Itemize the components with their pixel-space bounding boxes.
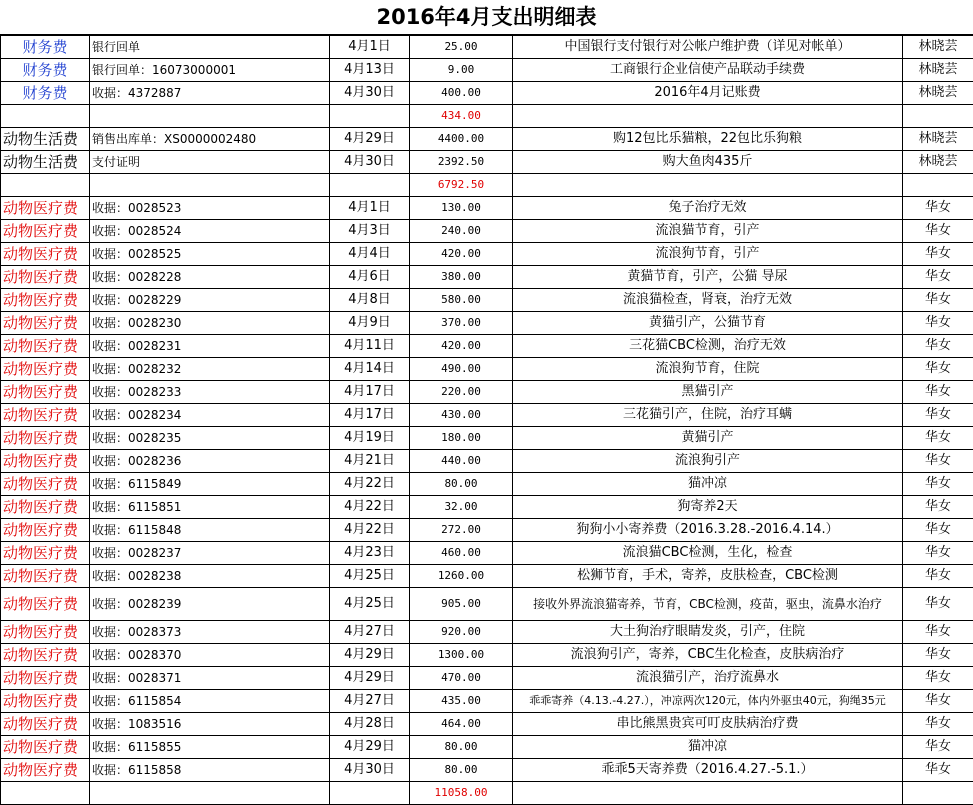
- description-cell[interactable]: 黄猫引产，公猫节育: [513, 312, 903, 335]
- empty-cell[interactable]: [903, 105, 973, 128]
- payer-cell[interactable]: 华女: [903, 519, 973, 542]
- category-cell[interactable]: 动物生活费: [1, 128, 90, 151]
- subtotal-amount-cell[interactable]: 434.00: [410, 105, 513, 128]
- reference-cell[interactable]: 收据：0028229: [90, 289, 330, 312]
- payer-cell[interactable]: 华女: [903, 289, 973, 312]
- table-row[interactable]: [1, 128, 973, 151]
- category-cell[interactable]: 动物医疗费: [1, 713, 90, 736]
- category-cell[interactable]: 动物医疗费: [1, 404, 90, 427]
- amount-cell[interactable]: 464.00: [410, 713, 513, 736]
- reference-cell[interactable]: 银行回单：16073000001: [90, 59, 330, 82]
- table-row[interactable]: [1, 690, 973, 713]
- table-row[interactable]: [1, 358, 973, 381]
- empty-cell[interactable]: [513, 174, 903, 197]
- payer-cell[interactable]: 华女: [903, 197, 973, 220]
- category-cell[interactable]: 财务费: [1, 36, 90, 59]
- expense-table: [0, 35, 973, 805]
- empty-cell[interactable]: [90, 174, 330, 197]
- reference-cell[interactable]: 收据：0028236: [90, 450, 330, 473]
- category-cell[interactable]: 动物医疗费: [1, 473, 90, 496]
- payer-cell[interactable]: 林晓芸: [903, 128, 973, 151]
- date-cell[interactable]: 4月19日: [330, 427, 410, 450]
- category-cell[interactable]: 财务费: [1, 59, 90, 82]
- payer-cell[interactable]: 华女: [903, 690, 973, 713]
- expense-table-body: [1, 36, 973, 805]
- category-cell[interactable]: 动物医疗费: [1, 289, 90, 312]
- reference-cell[interactable]: 收据：6115858: [90, 759, 330, 782]
- date-cell[interactable]: 4月30日: [330, 151, 410, 174]
- date-cell[interactable]: 4月21日: [330, 450, 410, 473]
- payer-cell[interactable]: 林晓芸: [903, 82, 973, 105]
- amount-cell[interactable]: 460.00: [410, 542, 513, 565]
- description-cell[interactable]: 流浪猫节育，引产: [513, 220, 903, 243]
- amount-cell[interactable]: 32.00: [410, 496, 513, 519]
- table-row[interactable]: [1, 381, 973, 404]
- payer-cell[interactable]: 林晓芸: [903, 36, 973, 59]
- subtotal-amount-cell[interactable]: 6792.50: [410, 174, 513, 197]
- table-row[interactable]: [1, 667, 973, 690]
- reference-cell[interactable]: 收据：0028230: [90, 312, 330, 335]
- empty-cell[interactable]: [1, 174, 90, 197]
- category-cell[interactable]: 动物医疗费: [1, 381, 90, 404]
- category-cell[interactable]: 动物医疗费: [1, 220, 90, 243]
- subtotal-row[interactable]: [1, 174, 973, 197]
- category-cell[interactable]: 动物医疗费: [1, 335, 90, 358]
- payer-cell[interactable]: 华女: [903, 667, 973, 690]
- reference-cell[interactable]: 收据：4372887: [90, 82, 330, 105]
- date-cell[interactable]: 4月23日: [330, 542, 410, 565]
- reference-cell[interactable]: 收据：0028239: [90, 588, 330, 621]
- description-cell[interactable]: 猫冲凉: [513, 473, 903, 496]
- date-cell[interactable]: 4月13日: [330, 59, 410, 82]
- reference-cell[interactable]: 银行回单: [90, 36, 330, 59]
- amount-cell[interactable]: 435.00: [410, 690, 513, 713]
- date-cell[interactable]: 4月3日: [330, 220, 410, 243]
- reference-cell[interactable]: 收据：6115851: [90, 496, 330, 519]
- date-cell[interactable]: 4月27日: [330, 690, 410, 713]
- table-row[interactable]: [1, 82, 973, 105]
- category-cell[interactable]: 财务费: [1, 82, 90, 105]
- amount-cell[interactable]: 80.00: [410, 736, 513, 759]
- payer-cell[interactable]: 华女: [903, 358, 973, 381]
- table-row[interactable]: [1, 220, 973, 243]
- date-cell[interactable]: 4月22日: [330, 519, 410, 542]
- category-cell[interactable]: 动物医疗费: [1, 565, 90, 588]
- table-row[interactable]: [1, 335, 973, 358]
- amount-cell[interactable]: 380.00: [410, 266, 513, 289]
- reference-cell[interactable]: 收据：0028232: [90, 358, 330, 381]
- amount-cell[interactable]: 180.00: [410, 427, 513, 450]
- reference-cell[interactable]: 支付证明: [90, 151, 330, 174]
- description-cell[interactable]: 流浪狗引产，寄养，CBC生化检查，皮肤病治疗: [513, 644, 903, 667]
- category-cell[interactable]: 动物医疗费: [1, 519, 90, 542]
- payer-cell[interactable]: 华女: [903, 713, 973, 736]
- description-cell[interactable]: 串比熊黑贵宾可叮皮肤病治疗费: [513, 713, 903, 736]
- category-cell[interactable]: 动物医疗费: [1, 243, 90, 266]
- payer-cell[interactable]: 林晓芸: [903, 59, 973, 82]
- date-cell[interactable]: 4月8日: [330, 289, 410, 312]
- reference-cell[interactable]: 收据：0028524: [90, 220, 330, 243]
- table-row[interactable]: [1, 644, 973, 667]
- date-cell[interactable]: 4月27日: [330, 621, 410, 644]
- reference-cell[interactable]: 收据：0028234: [90, 404, 330, 427]
- empty-cell[interactable]: [903, 174, 973, 197]
- category-cell[interactable]: 动物医疗费: [1, 588, 90, 621]
- date-cell[interactable]: 4月29日: [330, 736, 410, 759]
- payer-cell[interactable]: 林晓芸: [903, 151, 973, 174]
- table-row[interactable]: [1, 621, 973, 644]
- amount-cell[interactable]: 4400.00: [410, 128, 513, 151]
- category-cell[interactable]: 动物医疗费: [1, 197, 90, 220]
- table-row[interactable]: [1, 36, 973, 59]
- reference-cell[interactable]: 收据：0028231: [90, 335, 330, 358]
- reference-cell[interactable]: 收据：6115854: [90, 690, 330, 713]
- amount-cell[interactable]: 25.00: [410, 36, 513, 59]
- description-cell[interactable]: 大土狗治疗眼睛发炎，引产，住院: [513, 621, 903, 644]
- reference-cell[interactable]: 收据：0028373: [90, 621, 330, 644]
- empty-cell[interactable]: [330, 105, 410, 128]
- table-row[interactable]: [1, 542, 973, 565]
- amount-cell[interactable]: 400.00: [410, 82, 513, 105]
- amount-cell[interactable]: 420.00: [410, 335, 513, 358]
- description-cell[interactable]: 三花猫引产，住院，治疗耳螨: [513, 404, 903, 427]
- date-cell[interactable]: 4月4日: [330, 243, 410, 266]
- empty-cell[interactable]: [1, 105, 90, 128]
- amount-cell[interactable]: 920.00: [410, 621, 513, 644]
- amount-cell[interactable]: 470.00: [410, 667, 513, 690]
- empty-cell[interactable]: [330, 174, 410, 197]
- table-row[interactable]: [1, 151, 973, 174]
- category-cell[interactable]: 动物医疗费: [1, 358, 90, 381]
- payer-cell[interactable]: 华女: [903, 312, 973, 335]
- payer-cell[interactable]: 华女: [903, 427, 973, 450]
- description-cell[interactable]: 购大鱼肉435斤: [513, 151, 903, 174]
- description-cell[interactable]: 购12包比乐猫粮，22包比乐狗粮: [513, 128, 903, 151]
- empty-cell[interactable]: [1, 782, 90, 805]
- date-cell[interactable]: 4月30日: [330, 759, 410, 782]
- amount-cell[interactable]: 220.00: [410, 381, 513, 404]
- description-cell[interactable]: 工商银行企业信使产品联动手续费: [513, 59, 903, 82]
- description-cell[interactable]: 松狮节育，手术，寄养，皮肤检查，CBC检测: [513, 565, 903, 588]
- description-cell[interactable]: 流浪猫CBC检测，生化，检查: [513, 542, 903, 565]
- date-cell[interactable]: 4月17日: [330, 404, 410, 427]
- table-row[interactable]: [1, 450, 973, 473]
- payer-cell[interactable]: 华女: [903, 588, 973, 621]
- description-cell[interactable]: 流浪猫检查，肾衰，治疗无效: [513, 289, 903, 312]
- payer-cell[interactable]: 华女: [903, 243, 973, 266]
- description-cell[interactable]: 兔子治疗无效: [513, 197, 903, 220]
- reference-cell[interactable]: 销售出库单：XS0000002480: [90, 128, 330, 151]
- date-cell[interactable]: 4月29日: [330, 644, 410, 667]
- reference-cell[interactable]: 收据：0028233: [90, 381, 330, 404]
- category-cell[interactable]: 动物医疗费: [1, 542, 90, 565]
- amount-cell[interactable]: 905.00: [410, 588, 513, 621]
- category-cell[interactable]: 动物医疗费: [1, 266, 90, 289]
- description-cell[interactable]: 黄猫节育，引产，公猫 导尿: [513, 266, 903, 289]
- amount-cell[interactable]: 440.00: [410, 450, 513, 473]
- table-row[interactable]: [1, 59, 973, 82]
- amount-cell[interactable]: 430.00: [410, 404, 513, 427]
- payer-cell[interactable]: 华女: [903, 381, 973, 404]
- amount-cell[interactable]: 130.00: [410, 197, 513, 220]
- category-cell[interactable]: 动物医疗费: [1, 427, 90, 450]
- payer-cell[interactable]: 华女: [903, 621, 973, 644]
- amount-cell[interactable]: 80.00: [410, 759, 513, 782]
- date-cell[interactable]: 4月22日: [330, 496, 410, 519]
- payer-cell[interactable]: 华女: [903, 473, 973, 496]
- category-cell[interactable]: 动物医疗费: [1, 496, 90, 519]
- description-cell[interactable]: 狗寄养2天: [513, 496, 903, 519]
- date-cell[interactable]: 4月14日: [330, 358, 410, 381]
- category-cell[interactable]: 动物医疗费: [1, 736, 90, 759]
- reference-cell[interactable]: 收据：0028523: [90, 197, 330, 220]
- sheet-title: 2016年4月支出明细表: [0, 0, 973, 35]
- empty-cell[interactable]: [90, 782, 330, 805]
- description-cell[interactable]: 黑猫引产: [513, 381, 903, 404]
- date-cell[interactable]: 4月29日: [330, 128, 410, 151]
- reference-cell[interactable]: 收据：6115849: [90, 473, 330, 496]
- date-cell[interactable]: 4月9日: [330, 312, 410, 335]
- table-row[interactable]: [1, 266, 973, 289]
- table-row[interactable]: [1, 519, 973, 542]
- table-row[interactable]: [1, 759, 973, 782]
- payer-cell[interactable]: 华女: [903, 736, 973, 759]
- description-cell[interactable]: 流浪狗引产: [513, 450, 903, 473]
- amount-cell[interactable]: 80.00: [410, 473, 513, 496]
- table-row[interactable]: [1, 496, 973, 519]
- payer-cell[interactable]: 华女: [903, 644, 973, 667]
- category-cell[interactable]: 动物医疗费: [1, 759, 90, 782]
- category-cell[interactable]: 动物医疗费: [1, 690, 90, 713]
- date-cell[interactable]: 4月11日: [330, 335, 410, 358]
- table-row[interactable]: [1, 713, 973, 736]
- category-cell[interactable]: 动物医疗费: [1, 450, 90, 473]
- category-cell[interactable]: 动物生活费: [1, 151, 90, 174]
- description-cell[interactable]: 2016年4月记账费: [513, 82, 903, 105]
- category-cell[interactable]: 动物医疗费: [1, 667, 90, 690]
- description-cell[interactable]: 流浪狗节育，住院: [513, 358, 903, 381]
- table-row[interactable]: [1, 289, 973, 312]
- reference-cell[interactable]: 收据：0028370: [90, 644, 330, 667]
- date-cell[interactable]: 4月25日: [330, 565, 410, 588]
- payer-cell[interactable]: 华女: [903, 220, 973, 243]
- amount-cell[interactable]: 9.00: [410, 59, 513, 82]
- date-cell[interactable]: 4月6日: [330, 266, 410, 289]
- amount-cell[interactable]: 490.00: [410, 358, 513, 381]
- date-cell[interactable]: 4月30日: [330, 82, 410, 105]
- table-row[interactable]: [1, 312, 973, 335]
- table-row[interactable]: [1, 197, 973, 220]
- table-row[interactable]: [1, 736, 973, 759]
- description-cell[interactable]: 接收外界流浪猫寄养，节育，CBC检测，疫苗，驱虫，流鼻水治疗: [513, 588, 903, 621]
- amount-cell[interactable]: 272.00: [410, 519, 513, 542]
- reference-cell[interactable]: 收据：0028371: [90, 667, 330, 690]
- reference-cell[interactable]: 收据：0028525: [90, 243, 330, 266]
- subtotal-row[interactable]: [1, 782, 973, 805]
- date-cell[interactable]: 4月17日: [330, 381, 410, 404]
- reference-cell[interactable]: 收据：0028235: [90, 427, 330, 450]
- description-cell[interactable]: 猫冲凉: [513, 736, 903, 759]
- description-cell[interactable]: 三花猫CBC检测，治疗无效: [513, 335, 903, 358]
- date-cell[interactable]: 4月22日: [330, 473, 410, 496]
- table-row[interactable]: [1, 427, 973, 450]
- payer-cell[interactable]: 华女: [903, 496, 973, 519]
- amount-cell[interactable]: 1260.00: [410, 565, 513, 588]
- payer-cell[interactable]: 华女: [903, 565, 973, 588]
- date-cell[interactable]: 4月29日: [330, 667, 410, 690]
- amount-cell[interactable]: 370.00: [410, 312, 513, 335]
- empty-cell[interactable]: [513, 782, 903, 805]
- subtotal-amount-cell[interactable]: 11058.00: [410, 782, 513, 805]
- description-cell[interactable]: 流浪猫引产，治疗流鼻水: [513, 667, 903, 690]
- description-cell[interactable]: 流浪狗节育，引产: [513, 243, 903, 266]
- table-row[interactable]: [1, 565, 973, 588]
- table-row[interactable]: [1, 243, 973, 266]
- description-cell[interactable]: 乖乖寄养（4.13.-4.27.），冲凉两次120元，体内外驱虫40元，狗绳35元: [513, 690, 903, 713]
- payer-cell[interactable]: 华女: [903, 266, 973, 289]
- payer-cell[interactable]: 华女: [903, 542, 973, 565]
- description-cell[interactable]: 中国银行支付银行对公帐户维护费（详见对帐单）: [513, 36, 903, 59]
- date-cell[interactable]: 4月28日: [330, 713, 410, 736]
- amount-cell[interactable]: 240.00: [410, 220, 513, 243]
- reference-cell[interactable]: 收据：6115855: [90, 736, 330, 759]
- payer-cell[interactable]: 华女: [903, 450, 973, 473]
- amount-cell[interactable]: 1300.00: [410, 644, 513, 667]
- category-cell[interactable]: 动物医疗费: [1, 312, 90, 335]
- reference-cell[interactable]: 收据：0028237: [90, 542, 330, 565]
- description-cell[interactable]: 黄猫引产: [513, 427, 903, 450]
- date-cell[interactable]: 4月25日: [330, 588, 410, 621]
- date-cell[interactable]: 4月1日: [330, 197, 410, 220]
- empty-cell[interactable]: [513, 105, 903, 128]
- table-row[interactable]: [1, 404, 973, 427]
- reference-cell[interactable]: 收据：1083516: [90, 713, 330, 736]
- reference-cell[interactable]: 收据：6115848: [90, 519, 330, 542]
- subtotal-row[interactable]: [1, 105, 973, 128]
- empty-cell[interactable]: [90, 105, 330, 128]
- empty-cell[interactable]: [330, 782, 410, 805]
- category-cell[interactable]: 动物医疗费: [1, 621, 90, 644]
- table-row[interactable]: [1, 473, 973, 496]
- payer-cell[interactable]: 华女: [903, 404, 973, 427]
- amount-cell[interactable]: 420.00: [410, 243, 513, 266]
- payer-cell[interactable]: 华女: [903, 335, 973, 358]
- amount-cell[interactable]: 580.00: [410, 289, 513, 312]
- empty-cell[interactable]: [903, 782, 973, 805]
- payer-cell[interactable]: 华女: [903, 759, 973, 782]
- reference-cell[interactable]: 收据：0028228: [90, 266, 330, 289]
- description-cell[interactable]: 乖乖5天寄养费（2016.4.27.-5.1.）: [513, 759, 903, 782]
- amount-cell[interactable]: 2392.50: [410, 151, 513, 174]
- description-cell[interactable]: 狗狗小小寄养费（2016.3.28.-2016.4.14.）: [513, 519, 903, 542]
- reference-cell[interactable]: 收据：0028238: [90, 565, 330, 588]
- table-row[interactable]: [1, 588, 973, 621]
- category-cell[interactable]: 动物医疗费: [1, 644, 90, 667]
- date-cell[interactable]: 4月1日: [330, 36, 410, 59]
